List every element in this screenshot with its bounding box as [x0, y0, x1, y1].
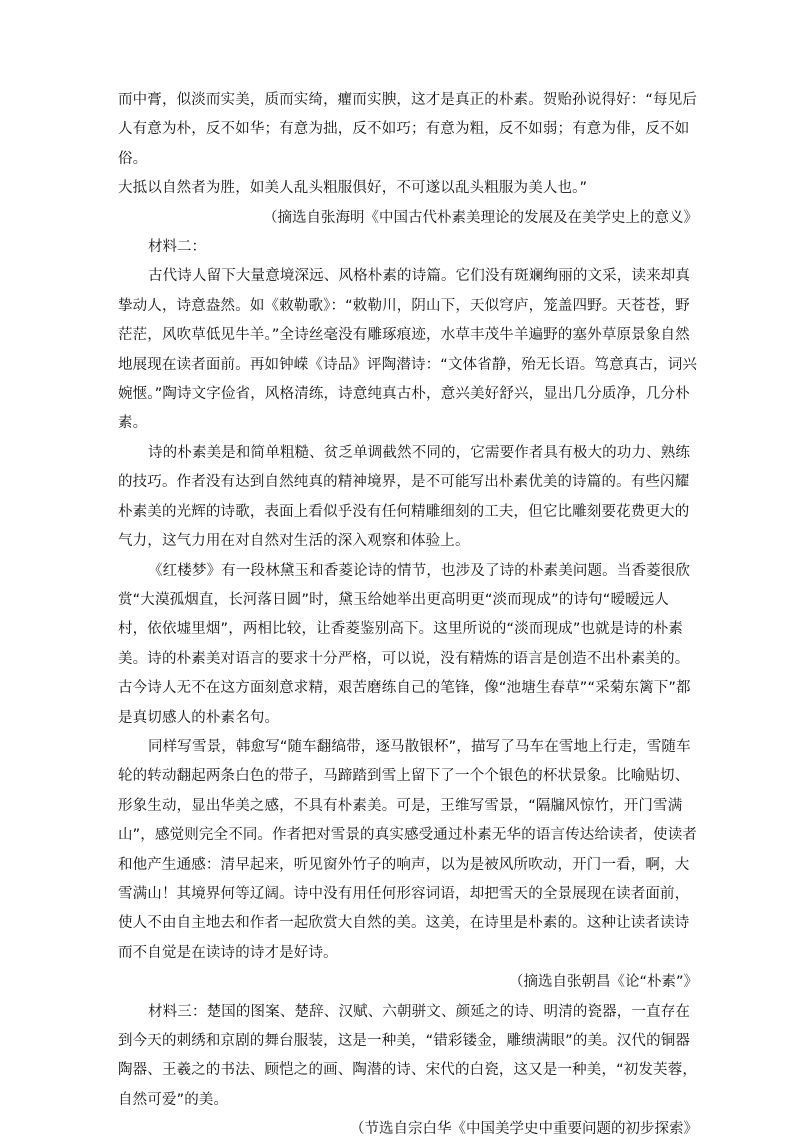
- block1-line-1: 而中膏，似淡而实美，质而实绮，癯而实腴，这才是真正的朴素。贺贻孙说得好：“每见后: [118, 92, 698, 108]
- block1-source: （摘选自张海明《中国古代朴素美理论的发展及在美学史上的意义》: [263, 209, 698, 226]
- material2-paragraph-2: 诗的朴素美是和简单粗糙、贫乏单调截然不同的，它需要作者具有极大的功力、熟练的技巧。作者没有达到自然纯真的精神境界，是不可能写出朴素优美的诗篇的。有些闪耀朴素美的光辉的诗歌，表面上看似乎没有任何精雕细刻的工夫，但它比雕刻要花费更大的气力，这气力用在对自然对生活的深入观察和体验上。: [118, 444, 691, 550]
- material2-paragraph-4: 同样写雪景，韩愈写“随车翻缟带，逐马散银杯”，描写了马车在雪地上行走，雪随车轮的转动翻起两条白色的带子，马蹄踏到雪上留下了一个个银色的杯状景象。比喻贴切、形象生动，显出华美之感，不具有朴素美。可是，王维写雪景，“隔牖风惊竹，开门雪满山”，感觉则完全不同。作者把对雪景的真实感受通过朴素无华的语言传达给读者，使读者和他产生通感：清早起来，听见窗外竹子的响声，以为是被风所吹动，开门一看，啊，大雪满山！其境界何等辽阔。诗中没有用任何形容词语，却把雪天的全景展现在读者面前，使人不由自主地去和作者一起欣赏大自然的美。这美，在诗里是朴素的。这种让读者读诗而不自觉是在读诗的诗才是好诗。: [118, 738, 698, 961]
- document-page: [118, 86, 698, 1145]
- block1-line-3: 大抵以自然者为胜，如美人乱头粗服俱好，不可遂以乱头粗服为美人也。”: [118, 180, 588, 197]
- material2-source: （摘选自张朝昌《论“朴素”》: [508, 974, 698, 991]
- block1-line-2: 人有意为朴，反不如华；有意为拙，反不如巧；有意为粗，反不如弱；有意为俳，反不如俗。: [118, 121, 690, 167]
- material3-source: （节选自宗白华《中国美学史中重要问题的初步探索》: [350, 1121, 698, 1138]
- material3-paragraph: 材料三：楚国的图案、楚辞、汉赋、六朝骈文、颜延之的诗、明清的瓷器，一直存在到今天的刺绣和京剧的舞台服装，这是一种美，“错彩镂金，雕缋满眼”的美。汉代的铜器陶器、王羲之的书法、顾恺之的画、陶潜的诗、宋代的白瓷，这又是一种美，“初发芙蓉，自然可爱”的美。: [118, 1003, 698, 1108]
- material2-paragraph-1: 古代诗人留下大量意境深远、风格朴素的诗篇。它们没有斑斓绚丽的文采，读来却真挚动人，诗意盎然。如《敕勒歌》：“敕勒川，阴山下，天似穹庐，笼盖四野。天苍苍，野茫茫，风吹草低见牛羊。”全诗丝毫没有雕琢痕迹，水草丰茂牛羊遍野的塞外草原景象自然地展现在读者面前。再如钟嵘《诗品》评陶潜诗：“文体省静，殆无长语。笃意真古，词兴婉惬。”陶诗文字俭省，风格清练，诗意纯真古朴，意兴美好舒兴，显出几分质净，几分朴素。: [118, 268, 698, 432]
- material2-paragraph-3: 《红楼梦》有一段林黛玉和香菱论诗的情节，也涉及了诗的朴素美问题。当香菱很欣赏“大漠孤烟直，长河落日圆”时，黛玉给她举出更高明更“淡而现成”的诗句“暧暧远人村，依依墟里烟”，两相比较，让香菱鉴别高下。这里所说的“淡而现成”也就是诗的朴素美。诗的朴素美对语言的要求十分严格，可以说，没有精炼的语言是创造不出朴素美的。古今诗人无不在这方面刻意求精，艰苦磨练自己的笔锋，像“池塘生春草”“采菊东篱下”都是真切感人的朴素名句。: [118, 562, 691, 726]
- material2-heading: 材料二：: [148, 239, 206, 256]
